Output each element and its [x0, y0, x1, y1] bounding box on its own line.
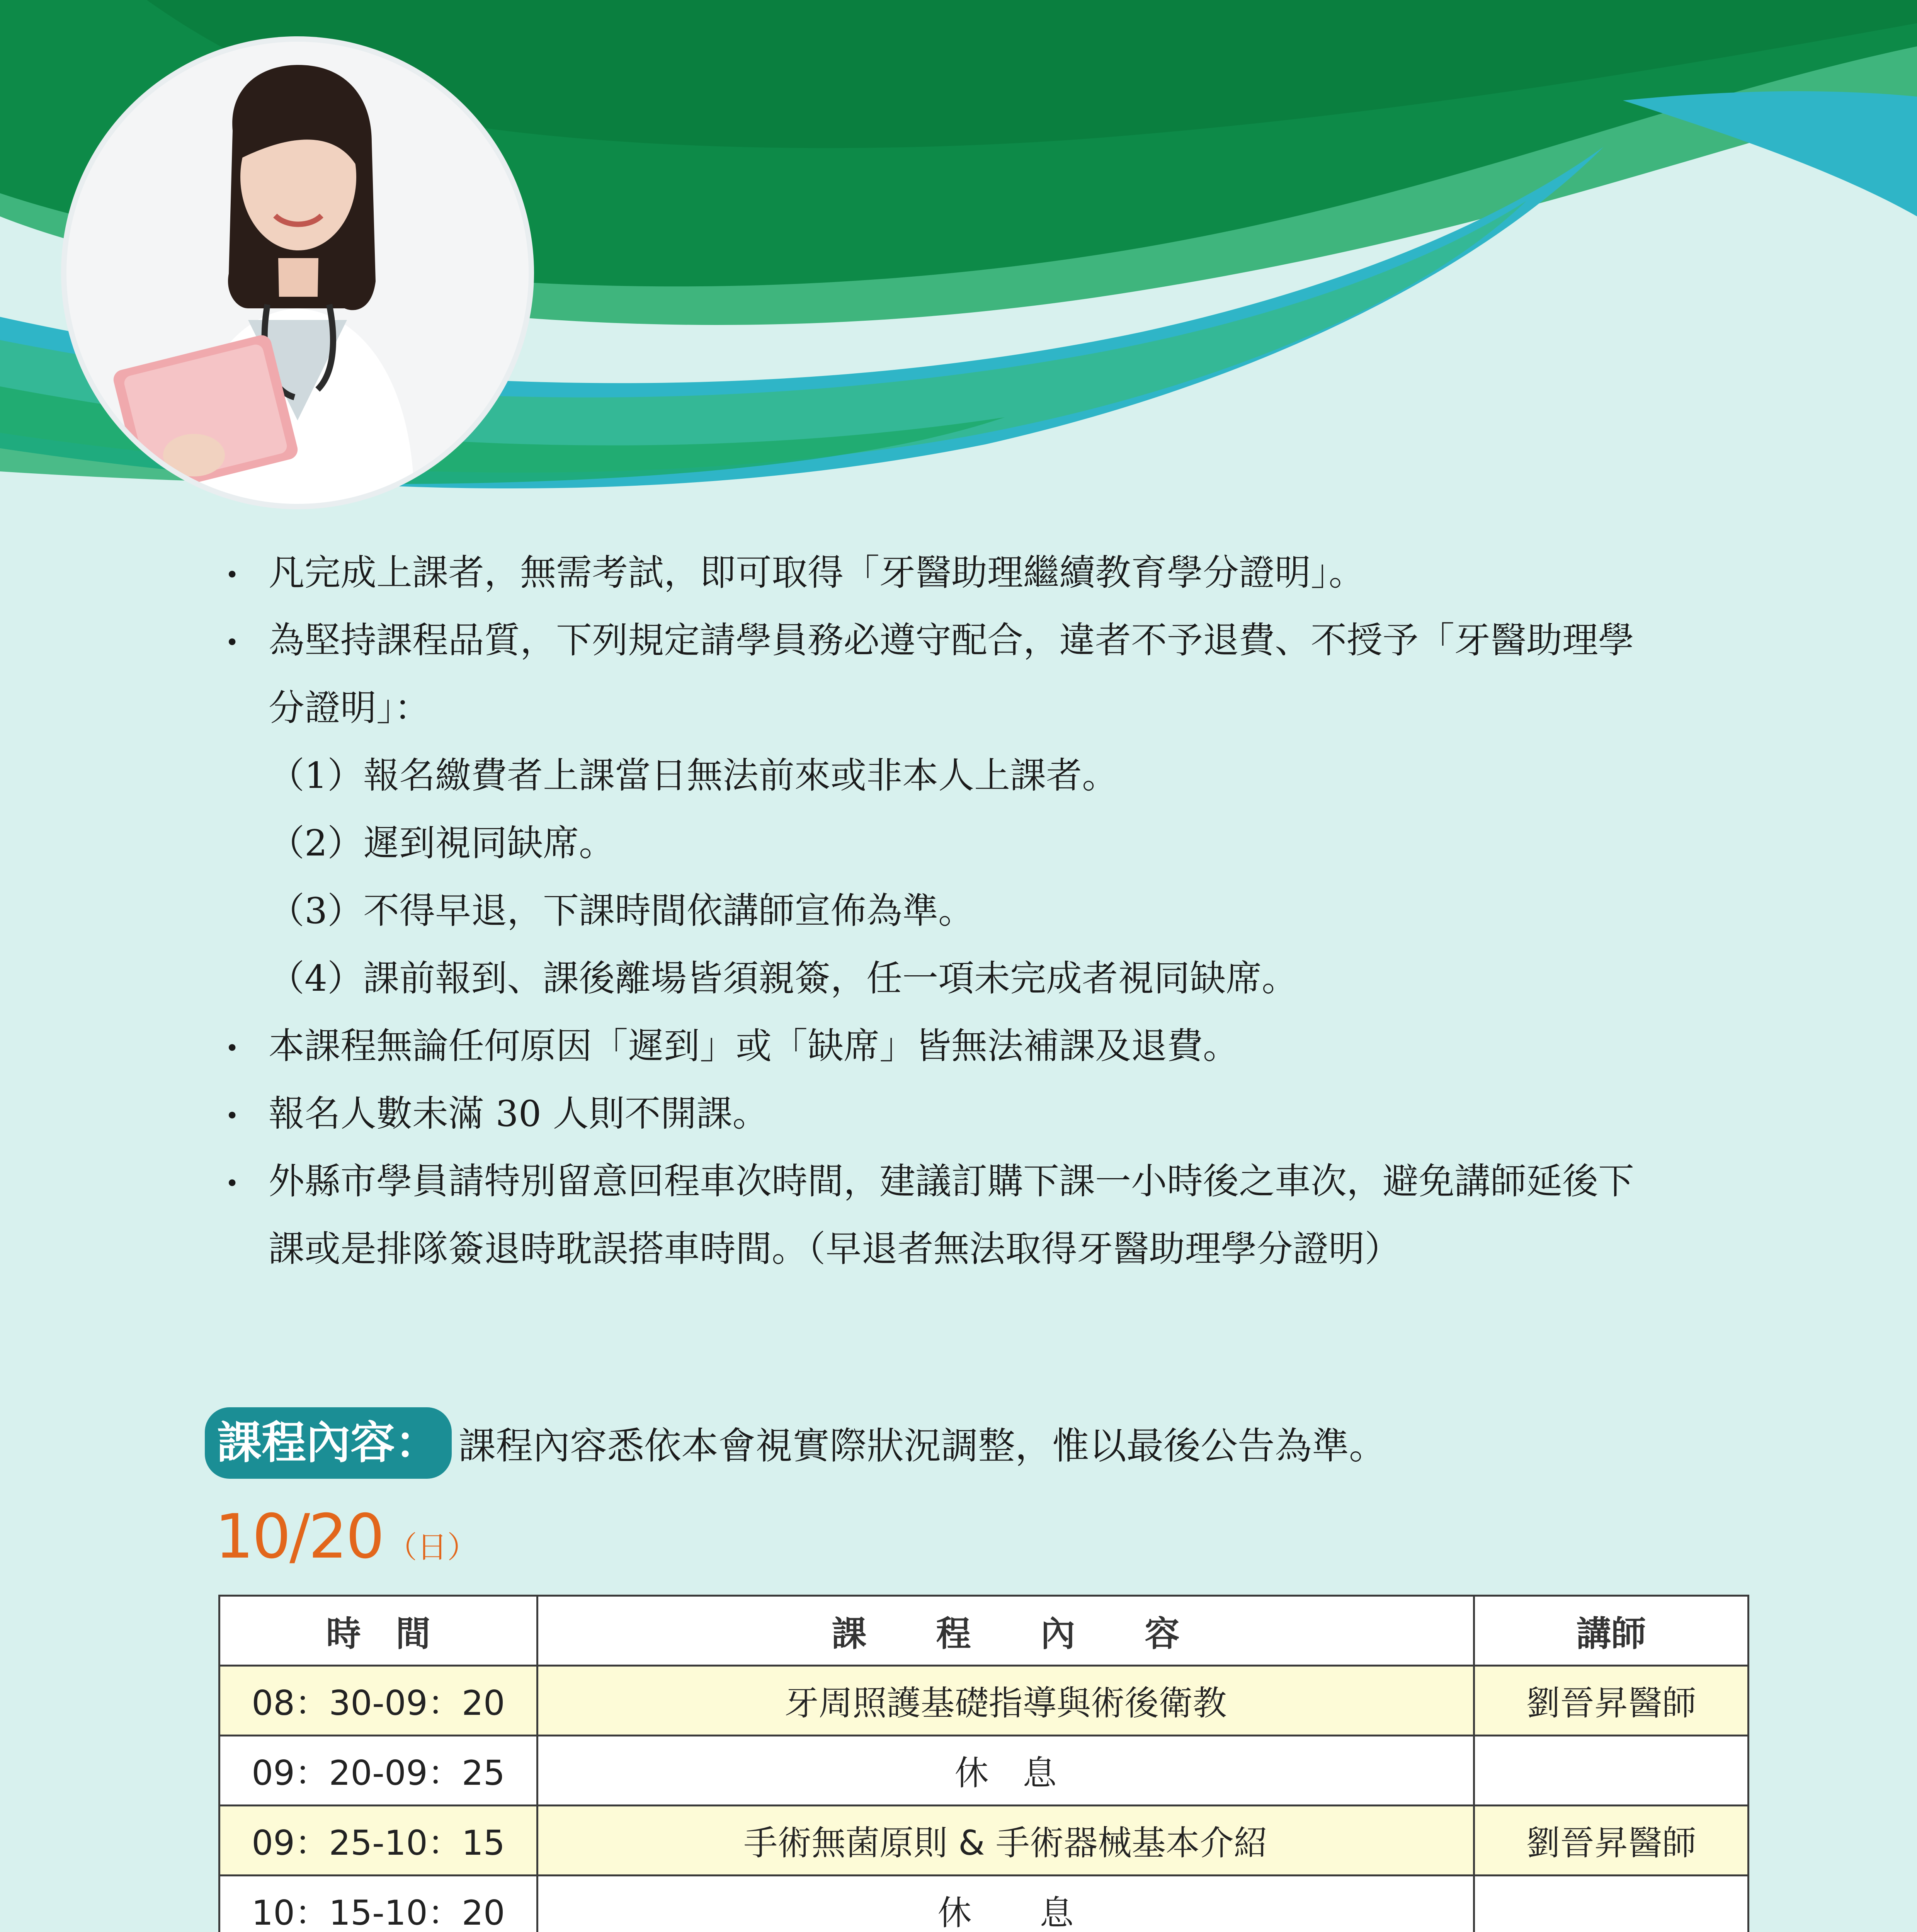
bullet-icon	[222, 607, 269, 679]
note-sub-item: （3）不得早退，下課時間依講師宣佈為準。	[269, 890, 975, 932]
row-content: 休 息	[538, 1876, 1474, 1932]
note-sub-item: （2）遲到視同缺席。	[269, 822, 615, 864]
note-item	[222, 1148, 1752, 1283]
row-content: 手術無菌原則 & 手術器械基本介紹	[538, 1806, 1474, 1876]
note-text: 外縣市學員請特別留意回程車次時間，建議訂購下課一小時後之車次，避免講師延後下	[269, 1160, 1634, 1202]
note-item	[222, 539, 1752, 607]
schedule-row	[219, 1666, 1749, 1736]
note-text: 凡完成上課者，無需考試，即可取得「牙醫助理繼續教育學分證明」。	[269, 552, 1365, 594]
schedule-row	[219, 1736, 1749, 1806]
course-date	[215, 1501, 477, 1572]
course-date-main: 10/20	[215, 1501, 383, 1572]
doctor-photo	[66, 42, 529, 504]
row-content: 牙周照護基礎指導與術後衛教	[538, 1666, 1474, 1736]
course-content-description: 課程內容悉依本會視實際狀況調整，惟以最後公告為準。	[459, 1424, 1386, 1468]
note-item	[222, 1080, 1752, 1148]
note-text: 報名人數未滿 30 人則不開課。	[269, 1093, 769, 1134]
row-time: 08：30-09：20	[219, 1666, 538, 1736]
course-content-badge: 課程內容：	[205, 1407, 452, 1479]
note-text: 課或是排隊簽退時耽誤搭車時間。（早退者無法取得牙醫助理學分證明）	[269, 1228, 1401, 1270]
header-lecturer: 講師	[1474, 1596, 1749, 1666]
schedule-row	[219, 1876, 1749, 1932]
row-time: 09：20-09：25	[219, 1736, 538, 1806]
schedule-row	[219, 1806, 1749, 1876]
row-time: 10：15-10：20	[219, 1876, 538, 1932]
note-item	[222, 607, 1752, 742]
course-content-header	[205, 1407, 1386, 1479]
note-sub-item: （1）報名繳費者上課當日無法前來或非本人上課者。	[269, 755, 1118, 796]
note-text: 為堅持課程品質，下列規定請學員務必遵守配合，違者不予退費、不授予「牙醫助理學	[269, 619, 1634, 661]
course-notes	[222, 539, 1752, 1283]
row-lecturer: 劉晉昇醫師	[1474, 1666, 1749, 1736]
row-lecturer	[1474, 1876, 1749, 1932]
course-date-weekday: （日）	[387, 1530, 478, 1565]
note-sub-item: （4）課前報到、課後離場皆須親簽，任一項未完成者視同缺席。	[269, 957, 1298, 999]
row-lecturer: 劉晉昇醫師	[1474, 1806, 1749, 1876]
row-time: 09：25-10：15	[219, 1806, 538, 1876]
bullet-icon	[222, 539, 269, 611]
note-text: 本課程無論任何原因「遲到」或「缺席」皆無法補課及退費。	[269, 1025, 1239, 1067]
note-item	[222, 1012, 1752, 1080]
bullet-icon	[222, 1148, 269, 1220]
row-lecturer	[1474, 1736, 1749, 1806]
note-text: 分證明」：	[269, 687, 430, 729]
row-content: 休 息	[538, 1736, 1474, 1806]
schedule-table	[218, 1595, 1749, 1932]
bullet-icon	[222, 1012, 269, 1085]
bullet-icon	[222, 1080, 269, 1152]
schedule-header-row	[219, 1596, 1749, 1666]
header-content: 課 程 內 容	[538, 1596, 1474, 1666]
header-time: 時 間	[219, 1596, 538, 1666]
